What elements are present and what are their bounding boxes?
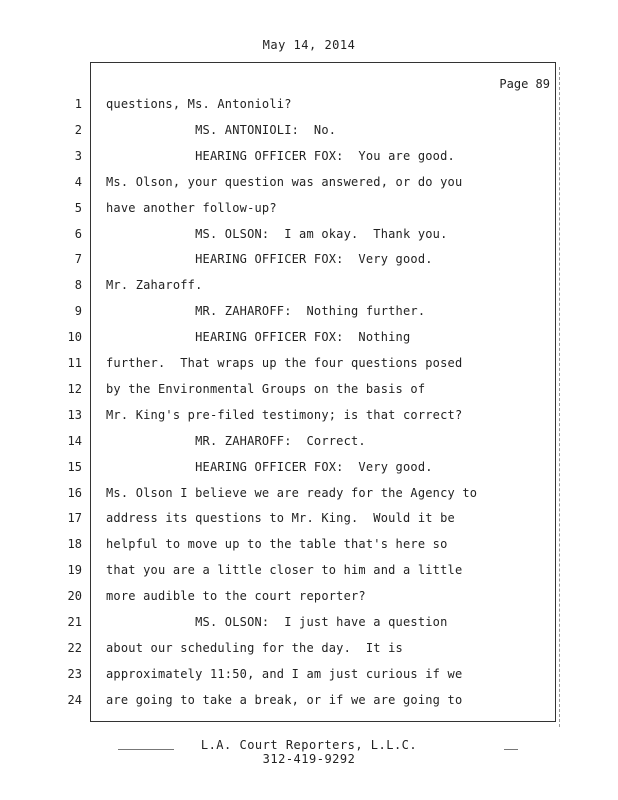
transcript-line-text: more audible to the court reporter? bbox=[106, 589, 366, 603]
line-number: 1 bbox=[74, 97, 82, 111]
line-number: 3 bbox=[74, 149, 82, 163]
footer-company: L.A. Court Reporters, L.L.C. bbox=[200, 738, 418, 752]
transcript-line-text: approximately 11:50, and I am just curious if we bbox=[106, 667, 463, 681]
transcript-line-text: MR. ZAHAROFF: Nothing further. bbox=[106, 304, 426, 318]
line-number: 16 bbox=[67, 486, 82, 500]
line-number: 17 bbox=[67, 511, 82, 525]
transcript-line-text: further. That wraps up the four questions posed bbox=[106, 356, 463, 370]
line-number: 2 bbox=[74, 123, 82, 137]
line-number: 7 bbox=[74, 252, 82, 266]
transcript-line-text: HEARING OFFICER FOX: Very good. bbox=[106, 252, 433, 266]
line-number: 15 bbox=[67, 460, 82, 474]
transcript-line-text: Mr. Zaharoff. bbox=[106, 278, 203, 292]
page-number: Page 89 bbox=[499, 77, 550, 91]
line-number: 4 bbox=[74, 175, 82, 189]
line-number: 12 bbox=[67, 382, 82, 396]
transcript-line-text: MR. ZAHAROFF: Correct. bbox=[106, 434, 366, 448]
transcript-line-text: that you are a little closer to him and a little bbox=[106, 563, 463, 577]
line-number: 8 bbox=[74, 278, 82, 292]
transcript-line-text: helpful to move up to the table that's here so bbox=[106, 537, 448, 551]
line-number: 18 bbox=[67, 537, 82, 551]
transcript-line-text: address its questions to Mr. King. Would it be bbox=[106, 511, 455, 525]
document-date: May 14, 2014 bbox=[262, 38, 356, 52]
transcript-line-text: questions, Ms. Antonioli? bbox=[106, 97, 292, 111]
line-number: 23 bbox=[67, 667, 82, 681]
line-number: 13 bbox=[67, 408, 82, 422]
transcript-line-text: MS. ANTONIOLI: No. bbox=[106, 123, 337, 137]
line-number: 6 bbox=[74, 227, 82, 241]
transcript-line-text: HEARING OFFICER FOX: Nothing bbox=[106, 330, 411, 344]
line-number: 19 bbox=[67, 563, 82, 577]
transcript-line-text: Ms. Olson I believe we are ready for the Agency to bbox=[106, 486, 478, 500]
line-number: 11 bbox=[67, 356, 82, 370]
transcript-line-text: Ms. Olson, your question was answered, or do you bbox=[106, 175, 463, 189]
line-number: 21 bbox=[67, 615, 82, 629]
transcript-line-text: MS. OLSON: I am okay. Thank you. bbox=[106, 227, 448, 241]
line-number: 10 bbox=[67, 330, 82, 344]
line-number: 20 bbox=[67, 589, 82, 603]
transcript-line-text: are going to take a break, or if we are going to bbox=[106, 693, 463, 707]
transcript-line-text: Mr. King's pre-filed testimony; is that correct? bbox=[106, 408, 463, 422]
footer-phone: 312-419-9292 bbox=[262, 752, 356, 766]
line-number: 22 bbox=[67, 641, 82, 655]
transcript-line-text: HEARING OFFICER FOX: Very good. bbox=[106, 460, 433, 474]
line-number: 9 bbox=[74, 304, 82, 318]
transcript-line-text: MS. OLSON: I just have a question bbox=[106, 615, 448, 629]
transcript-line-text: about our scheduling for the day. It is bbox=[106, 641, 403, 655]
line-number: 5 bbox=[74, 201, 82, 215]
transcript-line-text: by the Environmental Groups on the basis of bbox=[106, 382, 426, 396]
transcript-line-text: have another follow-up? bbox=[106, 201, 277, 215]
line-number: 24 bbox=[67, 693, 82, 707]
transcript-line-text: HEARING OFFICER FOX: You are good. bbox=[106, 149, 455, 163]
line-number: 14 bbox=[67, 434, 82, 448]
